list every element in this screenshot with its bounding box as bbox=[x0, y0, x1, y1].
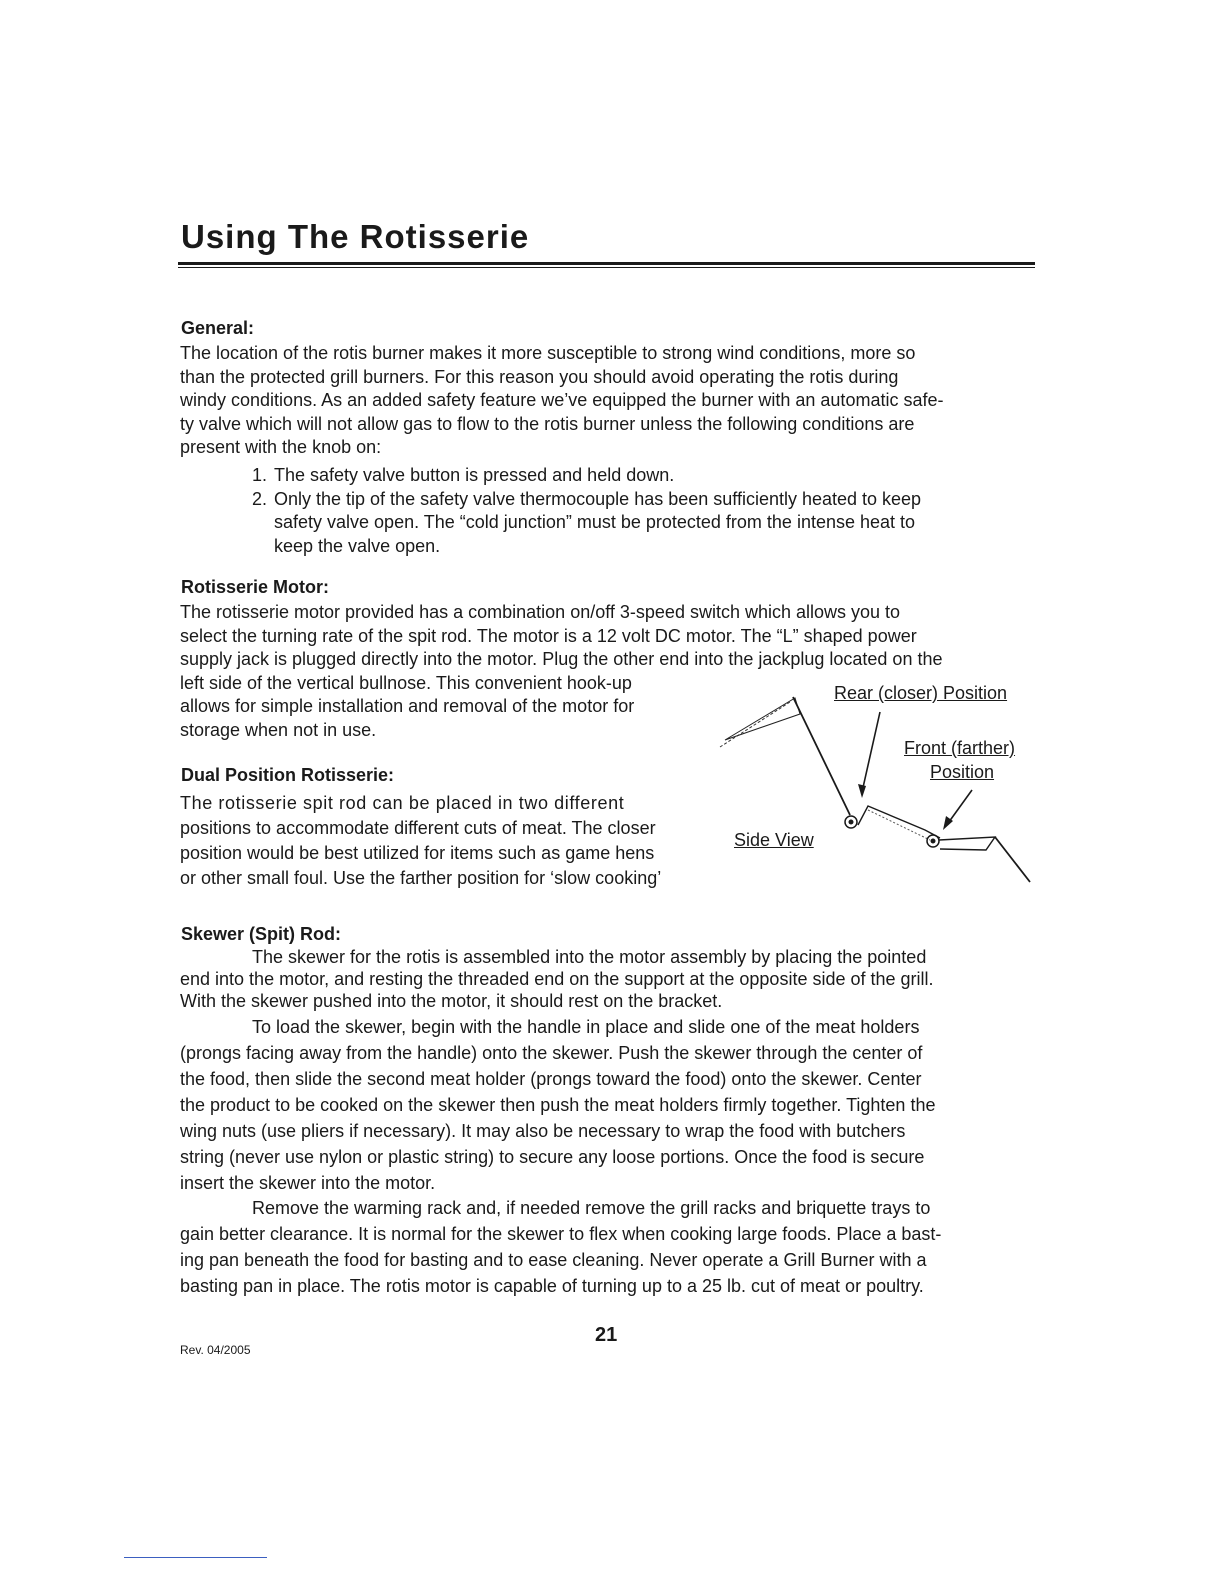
rear-arrow-line bbox=[862, 712, 880, 792]
dual-paragraph: The rotisserie spit rod can be placed in two different positions to accommodate different cuts of meat. The closer position would be best utilized for items such as game hens or other small foul. Use the farther position for ‘slow cooking’ bbox=[180, 793, 662, 888]
front-bracket bbox=[939, 837, 995, 850]
rear-arrow-head bbox=[858, 784, 866, 798]
general-heading: General: bbox=[181, 318, 255, 338]
list-item: 1. The safety valve button is pressed and held down. bbox=[252, 465, 675, 485]
side-view-label: Side View bbox=[734, 830, 814, 850]
front-position-label: Front (farther) bbox=[904, 738, 1016, 758]
side-view-diagram bbox=[700, 670, 1040, 900]
upper-rod-bracket bbox=[725, 698, 800, 740]
general-paragraph bbox=[180, 342, 943, 460]
rear-position-dot bbox=[849, 820, 854, 825]
rotisserie-diagram-svg bbox=[700, 670, 1040, 900]
skewer-heading: Skewer (Spit) Rod: bbox=[181, 924, 342, 944]
page-title: Using The Rotisserie bbox=[181, 218, 530, 255]
front-position-dot bbox=[931, 839, 936, 844]
lower-bracket-dashed bbox=[868, 810, 930, 840]
motor-paragraph: The rotisserie motor provided has a combination on/off 3-speed switch which allows you to select the turning rate of the spit rod. The motor is a 12 volt DC motor. The “L” shaped power supply jack is plugged directly into the motor. Plug the other end into the jackplug located on the left side of the vertical bullnose. This convenient hook-up allows for simple installation and removal of the motor for storage when not in use. bbox=[180, 602, 943, 740]
upper-rod-line bbox=[720, 702, 790, 747]
rear-position-label: Rear (closer) Position bbox=[834, 683, 1008, 703]
general-line: The location of the rotis burner makes it more susceptible to strong wind conditions, more so bbox=[180, 343, 916, 363]
title-rule-thin bbox=[178, 267, 1035, 268]
skewer-paragraph-2: To load the skewer, begin with the handle in place and slide one of the meat holders (prongs facing away from the handle) onto the skewer. Push the skewer through the center of the food, then slide the second meat holder (prongs toward the food) onto the skewer. Center the product to be cooked on the skewer then push the meat holders firmly together. Tighten the wing nuts (use pliers if necessary). It may also be necessary to wrap the food with butchers string (never use nylon or plastic string) to secure any loose portions. Once the food is secure insert the skewer into the motor. bbox=[180, 1017, 936, 1193]
general-line: than the protected grill burners. For this reason you should avoid operating the rotis during bbox=[180, 366, 899, 387]
page-number: 21 bbox=[595, 1324, 618, 1346]
dual-heading: Dual Position Rotisserie: bbox=[181, 765, 395, 785]
skewer-paragraph-3: Remove the warming rack and, if needed remove the grill racks and briquette trays to gain better clearance. It is normal for the skewer to flex when cooking large foods. Place a bast- ing pan beneath the food for basting and to ease cleaning. Never operate a Grill Burner with a basting pan in place. The rotis motor is capable of turning up to a 25 lb. cut of meat or poultry. bbox=[180, 1198, 942, 1296]
general-line: present with the knob on: bbox=[180, 437, 382, 457]
front-bracket-arm bbox=[995, 837, 1030, 882]
lower-bracket bbox=[858, 806, 940, 838]
general-line: windy conditions. As an added safety feature we’ve equipped the burner with an automatic safe- bbox=[180, 390, 944, 410]
bracket-arm bbox=[793, 697, 850, 815]
front-position-label-2: Position bbox=[930, 762, 995, 782]
general-line: ty valve which will not allow gas to flow to the rotis burner unless the following conditions are bbox=[180, 413, 915, 434]
skewer-paragraph-1: The skewer for the rotis is assembled into the motor assembly by placing the pointed end into the motor, and resting the threaded end on the support at the opposite side of the grill. With the skewer pushed into the motor, it should rest on the bracket. bbox=[180, 947, 934, 1011]
list-item: 2. Only the tip of the safety valve thermocouple has been sufficiently heated to keep safety valve open. The “cold junction” must be protected from the intense heat to keep the valve open. bbox=[252, 488, 922, 556]
title-rule bbox=[178, 262, 1035, 265]
revision-date: Rev. 04/2005 bbox=[180, 1343, 251, 1357]
motor-heading: Rotisserie Motor: bbox=[181, 577, 330, 597]
footer-rule bbox=[124, 1557, 267, 1558]
conditions-list bbox=[252, 464, 1022, 558]
